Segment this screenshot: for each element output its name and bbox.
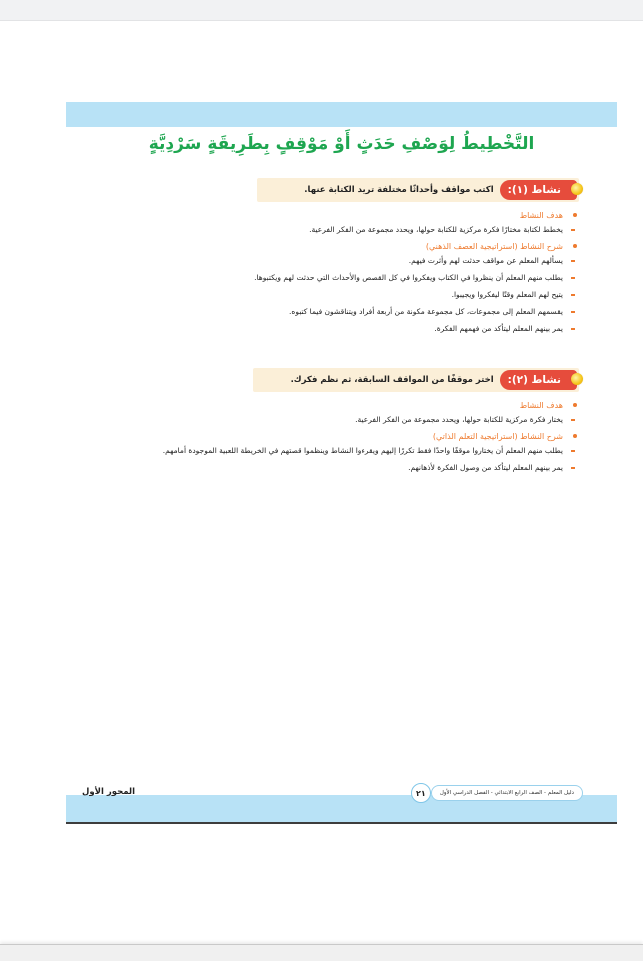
- activity-1: [66, 178, 579, 337]
- dash-bullet-icon: [571, 419, 575, 421]
- activity-badge: [500, 180, 577, 200]
- list-item: [66, 303, 579, 320]
- list-item-text: يطلب منهم المعلم أن ينظروا في الكتاب ويفكروا في كل القصص والأحداث التي حدثت لهم ويكتبوها.: [254, 273, 563, 282]
- dash-bullet-icon: [571, 450, 575, 452]
- explain-list: [66, 442, 579, 476]
- list-item-text: يسألهم المعلم عن مواقف حدثت لهم وأثرت فيهم.: [408, 256, 563, 265]
- list-item-text: يمر بينهم المعلم ليتأكد من فهمهم الفكرة.: [434, 324, 563, 333]
- activity-badge-label: نشاط (١):: [507, 184, 561, 196]
- dash-bullet-icon: [571, 294, 575, 296]
- list-item: [66, 442, 579, 459]
- section-label: المحور الأول: [82, 787, 136, 797]
- badge-dot-icon: [571, 373, 583, 385]
- viewer-bottom-bar: [0, 944, 643, 961]
- goal-label: [66, 209, 579, 221]
- viewer-top-bar: [0, 0, 643, 21]
- dash-bullet-icon: [571, 277, 575, 279]
- goal-list: [66, 411, 579, 428]
- bullet-icon: [573, 244, 577, 248]
- list-item: [66, 459, 579, 476]
- page-footer: [66, 784, 579, 804]
- explain-label-text: شرح النشاط (استراتيجية العصف الذهني): [425, 241, 563, 251]
- list-item-text: يطلب منهم المعلم أن يختاروا موقفًا واحدًا فقط تكررًا إليهم ويقرءوا النشاط وينظموا قصتهم في الخريطة اللعبية الموجودة أمامهم.: [162, 446, 563, 455]
- activity-2: [66, 368, 579, 476]
- explain-list: [66, 252, 579, 337]
- bullet-icon: [573, 434, 577, 438]
- book-title: دليل المعلم - الصف الرابع الابتدائي - الفصل الدراسي الأول: [431, 785, 583, 801]
- page-number: ٢١: [411, 783, 431, 803]
- goal-label: [66, 399, 579, 411]
- goal-list: [66, 221, 579, 238]
- dash-bullet-icon: [571, 260, 575, 262]
- list-item-text: يختار فكرة مركزية للكتابة حولها، ويحدد مجموعة من الفكر الفرعية.: [355, 415, 563, 424]
- activity-header: [257, 178, 579, 202]
- list-item-text: يمر بينهم المعلم ليتأكد من وصول الفكرة لأذهانهم.: [408, 463, 563, 472]
- activity-prompt: اختر موقفًا من المواقف السابقة، ثم نظم فكرك.: [290, 375, 494, 385]
- list-item: [66, 221, 579, 238]
- explain-label: [66, 240, 579, 252]
- list-item: [66, 320, 579, 337]
- dash-bullet-icon: [571, 328, 575, 330]
- activity-prompt: اكتب مواقف وأحداثًا مختلفة تريد الكتابة عنها.: [304, 185, 494, 195]
- goal-label-text: هدف النشاط: [519, 400, 563, 410]
- dash-bullet-icon: [571, 229, 575, 231]
- dash-bullet-icon: [571, 311, 575, 313]
- dash-bullet-icon: [571, 467, 575, 469]
- list-item-text: يتيح لهم المعلم وقتًا ليفكروا ويجيبوا.: [451, 290, 563, 299]
- list-item: [66, 269, 579, 286]
- explain-label-text: شرح النشاط (استراتيجية التعلم الذاتي): [432, 431, 563, 441]
- activity-header: [253, 368, 579, 392]
- explain-label: [66, 430, 579, 442]
- activity-badge-label: نشاط (٢):: [507, 374, 561, 386]
- page-title: التَّخْطِيطُ لِوَصْفِ حَدَثٍ أَوْ مَوْقِفٍ بِطَرِيقَةٍ سَرْدِيَّةٍ: [148, 134, 535, 154]
- list-item: [66, 411, 579, 428]
- book-info-pill: [411, 784, 579, 802]
- activity-badge: [500, 370, 577, 390]
- bullet-icon: [573, 213, 577, 217]
- list-item: [66, 286, 579, 303]
- list-item-text: يقسمهم المعلم إلى مجموعات، كل مجموعة مكونة من أربعة أفراد ويتناقشون فيما كتبوه.: [289, 307, 563, 316]
- goal-label-text: هدف النشاط: [519, 210, 563, 220]
- bullet-icon: [573, 403, 577, 407]
- list-item-text: يخطط لكتابة مختارًا فكرة مركزية للكتابة حولها، ويحدد مجموعة من الفكر الفرعية.: [309, 225, 563, 234]
- list-item: [66, 252, 579, 269]
- badge-dot-icon: [571, 183, 583, 195]
- header-band: [66, 102, 617, 127]
